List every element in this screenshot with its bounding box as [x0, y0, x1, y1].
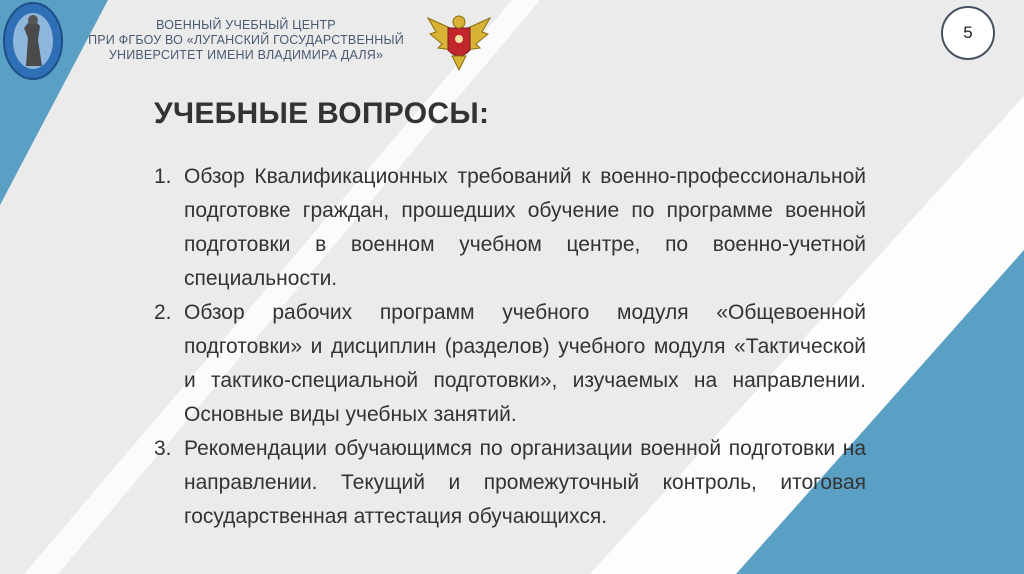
list-item [154, 432, 866, 534]
item-text: Рекомендации обучающимся по организации военной подготовки на направлении. Текущий и промежуточный контроль, итоговая государственная аттестация обучающихся. [184, 437, 866, 528]
organization-header [76, 18, 416, 63]
page-number-badge [941, 6, 995, 60]
item-number: 1. [154, 165, 172, 188]
header-line-3: УНИВЕРСИТЕТ ИМЕНИ ВЛАДИМИРА ДАЛЯ» [108, 48, 384, 62]
slide-title: УЧЕБНЫЕ ВОПРОСЫ: [154, 97, 490, 130]
military-emblem [426, 10, 492, 72]
item-number: 2. [154, 301, 172, 324]
item-text: Обзор Квалификационных требований к военно-профессиональной подготовке граждан, прошедших обучение по программе военной подготовки в военном учебном центре, по военно-учетной специальности. [184, 165, 866, 290]
list-item [154, 296, 866, 432]
list-item [154, 160, 866, 296]
university-logo [2, 0, 64, 82]
page-number: 5 [963, 23, 973, 42]
item-number: 3. [154, 437, 172, 460]
header-line-2: ПРИ ФГБОУ ВО «ЛУГАНСКИЙ ГОСУДАРСТВЕННЫЙ [88, 33, 404, 47]
item-text: Обзор рабочих программ учебного модуля «Общевоенной подготовки» и дисциплин (разделов) учебного модуля «Тактической и тактико-специальной подготовки», изучаемых на направлении. Основные виды учебных занятий. [184, 301, 866, 426]
header-line-1: ВОЕННЫЙ УЧЕБНЫЙ ЦЕНТР [156, 18, 336, 32]
questions-list [154, 160, 866, 534]
